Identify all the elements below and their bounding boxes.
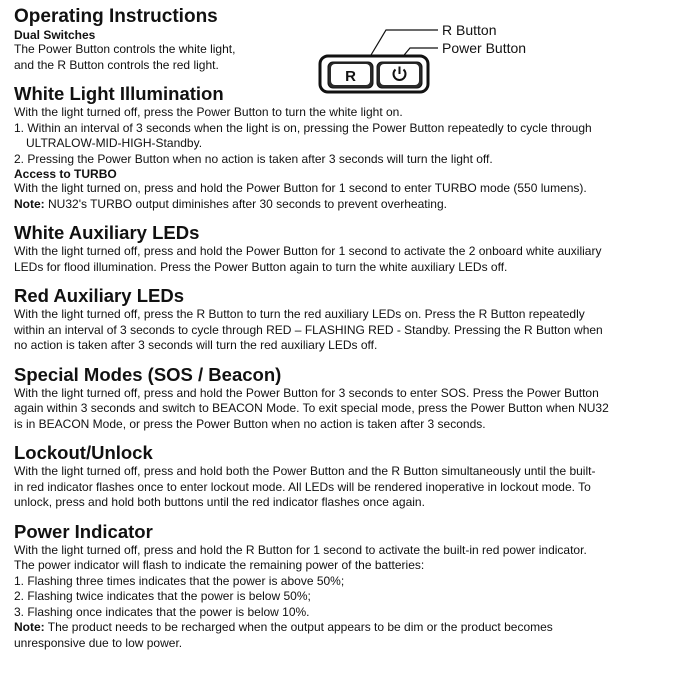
white-aux-line: LEDs for flood illumination. Press the Power Button again to turn the white auxiliary LEDs off. bbox=[14, 259, 508, 274]
power-indicator-line: The power indicator will flash to indicate the remaining power of the batteries: bbox=[14, 558, 425, 572]
white-light-line: With the light turned off, press the Power Button to turn the white light on. bbox=[14, 105, 403, 119]
dual-switches-line: and the R Button controls the red light. bbox=[14, 57, 219, 72]
power-indicator-line: 1. Flashing three times indicates that the power is above 50%; bbox=[14, 573, 345, 588]
white-aux-section bbox=[14, 222, 680, 275]
turbo-heading: Access to TURBO bbox=[14, 167, 117, 181]
red-aux-heading: Red Auxiliary LEDs bbox=[14, 285, 184, 306]
lockout-line: unlock, press and hold both buttons until the red indicator flashes once again. bbox=[14, 495, 425, 509]
power-indicator-line: With the light turned off, press and hold the R Button for 1 second to activate the built-in red power indicator. bbox=[14, 542, 587, 557]
lockout-heading: Lockout/Unlock bbox=[14, 442, 153, 463]
white-light-line: 1. Within an interval of 3 seconds when the light is on, pressing the Power Button repeatedly to cycle through bbox=[14, 120, 592, 135]
power-note-continued: unresponsive due to low power. bbox=[14, 635, 183, 650]
special-modes-line: again within 3 seconds and switch to BEACON Mode. To exit special mode, press the Power Button when NU32 bbox=[14, 401, 609, 415]
dual-switches-line: The Power Button controls the white light, bbox=[14, 42, 236, 56]
dual-switches-section bbox=[14, 28, 304, 73]
white-light-heading: White Light Illumination bbox=[14, 83, 224, 104]
special-modes-section bbox=[14, 364, 680, 433]
turbo-note bbox=[14, 197, 680, 213]
white-aux-heading: White Auxiliary LEDs bbox=[14, 222, 200, 243]
turbo-line: With the light turned on, press and hold the Power Button for 1 second to enter TURBO mode (550 lumens). bbox=[14, 181, 587, 195]
power-indicator-section bbox=[14, 521, 680, 652]
note-text: The product needs to be recharged when the output appears to be dim or the product becomes bbox=[47, 620, 553, 634]
button-diagram-svg bbox=[310, 18, 550, 98]
special-modes-line: is in BEACON Mode, or press the Power Button when no action is taken after 3 seconds. bbox=[14, 416, 486, 431]
white-aux-line: With the light turned off, press and hold the Power Button for 1 second to activate the 2 onboard white auxiliary bbox=[14, 244, 602, 258]
lockout-line: With the light turned off, press and hold both the Power Button and the R Button simultaneously until the built- bbox=[14, 464, 596, 478]
power-indicator-line: 3. Flashing once indicates that the power is below 10%. bbox=[14, 604, 310, 619]
dual-switches-heading: Dual Switches bbox=[14, 28, 96, 42]
white-light-section bbox=[14, 83, 680, 212]
white-light-line: ULTRALOW-MID-HIGH-Standby. bbox=[26, 136, 203, 150]
lockout-line: in red indicator flashes once to enter lockout mode. All LEDs will be rendered inoperative in lockout mode. To bbox=[14, 479, 591, 494]
r-key-letter: R bbox=[345, 68, 356, 85]
power-button-label: Power Button bbox=[442, 40, 527, 56]
power-indicator-line: 2. Flashing twice indicates that the power is below 50%; bbox=[14, 589, 311, 603]
note-label: Note: bbox=[14, 620, 45, 634]
note-text: NU32's TURBO output diminishes after 30 seconds to prevent overheating. bbox=[48, 196, 447, 211]
special-modes-line: With the light turned off, press and hold the Power Button for 3 seconds to enter SOS. Press the Power Button bbox=[14, 385, 599, 400]
note-label: Note: bbox=[14, 196, 45, 211]
red-aux-section bbox=[14, 285, 680, 354]
special-modes-heading: Special Modes (SOS / Beacon) bbox=[14, 363, 282, 385]
lockout-section bbox=[14, 442, 680, 511]
page-title: Operating Instructions bbox=[14, 6, 218, 27]
red-aux-line: no action is taken after 3 seconds will turn the red auxiliary LEDs off. bbox=[14, 338, 378, 352]
red-aux-line: With the light turned off, press the R Button to turn the red auxiliary LEDs on. Press the R Button repeatedly bbox=[14, 307, 585, 321]
instructions-page bbox=[14, 6, 680, 651]
red-aux-line: within an interval of 3 seconds to cycle through RED – FLASHING RED - Standby. Pressing the R Button when bbox=[14, 322, 603, 337]
white-light-line: 2. Pressing the Power Button when no action is taken after 3 seconds will turn the light off. bbox=[14, 151, 493, 166]
power-note bbox=[14, 620, 680, 636]
r-button-label: R Button bbox=[442, 22, 497, 38]
power-indicator-heading: Power Indicator bbox=[14, 520, 153, 542]
button-diagram bbox=[310, 18, 550, 98]
